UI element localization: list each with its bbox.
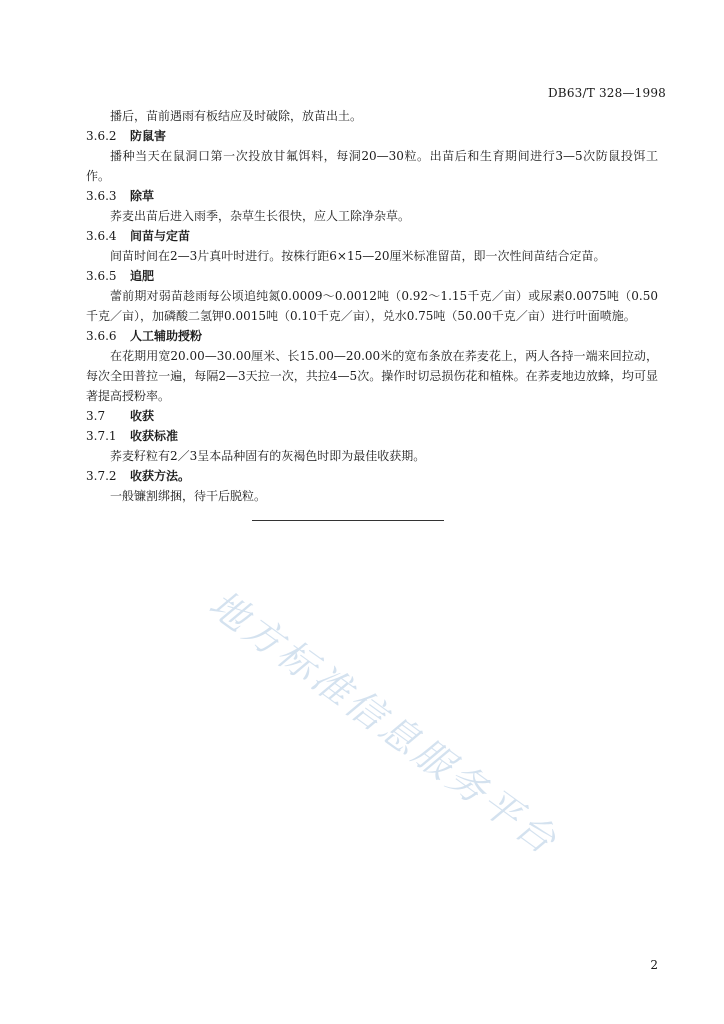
section-title: 收获标准 (130, 429, 179, 443)
section-title: 追肥 (130, 269, 155, 283)
end-divider (252, 520, 444, 521)
section-heading (86, 406, 658, 426)
section-number: 3.7.1 (86, 429, 117, 443)
paragraph: 一般镰割绑捆，待干后脱粒。 (110, 489, 267, 503)
document-code: DB63/T 328—1998 (547, 86, 666, 100)
paragraph: 在花期用宽20.00—30.00厘米、长15.00—20.00米的宽布条放在荞麦花上，两人各持一端来回拉动，每次全田普拉一遍，每隔2—3天拉一次，共拉4—5次。操作时切忌损伤花和植株。在荞麦地边放蜂，均可显著提高授粉率。 (86, 349, 658, 403)
paragraph: 荞麦出苗后进入雨季，杂草生长很快，应人工除净杂草。 (110, 209, 411, 223)
section-title: 除草 (130, 189, 155, 203)
paragraph: 蕾前期对弱苗趁雨每公顷追纯氮0.0009～0.0012吨（0.92～1.15千克／亩）或尿素0.0075吨（0.50千克／亩），加磷酸二氢钾0.0015吨（0.10千克／亩），兑水0.75吨（50.00千克／亩）进行叶面喷施。 (86, 289, 658, 323)
section-title: 收获 (130, 409, 155, 423)
paragraph: 间苗时间在2—3片真叶时进行。按株行距6×15—20厘米标准留苗，即一次性间苗结合定苗。 (110, 249, 606, 263)
paragraph: 播后，苗前遇雨有板结应及时破除，放苗出土。 (110, 109, 363, 123)
section-number: 3.7 (86, 409, 106, 423)
section-heading (86, 226, 658, 246)
section-heading (86, 466, 658, 486)
section-title: 防鼠害 (130, 129, 167, 143)
section-number: 3.6.6 (86, 329, 117, 343)
section-number: 3.7.2 (86, 469, 117, 483)
section-number: 3.6.3 (86, 189, 117, 203)
page-number: 2 (650, 958, 658, 972)
document-body (86, 106, 658, 506)
paragraph: 播种当天在鼠洞口第一次投放甘氟饵料，每洞20—30粒。出苗后和生育期间进行3—5次防鼠投饵工作。 (86, 149, 658, 183)
section-number: 3.6.4 (86, 229, 117, 243)
section-title: 人工辅助授粉 (130, 329, 203, 343)
section-title: 间苗与定苗 (130, 229, 191, 243)
section-number: 3.6.5 (86, 269, 117, 283)
watermark: 地方标准信息服务平台 (201, 581, 567, 865)
paragraph: 荞麦籽粒有2／3呈本品种固有的灰褐色时即为最佳收获期。 (110, 449, 426, 463)
section-number: 3.6.2 (86, 129, 117, 143)
section-heading (86, 266, 658, 286)
section-heading (86, 426, 658, 446)
section-title: 收获方法。 (130, 469, 191, 483)
section-heading (86, 186, 658, 206)
section-heading (86, 326, 658, 346)
section-heading (86, 126, 658, 146)
